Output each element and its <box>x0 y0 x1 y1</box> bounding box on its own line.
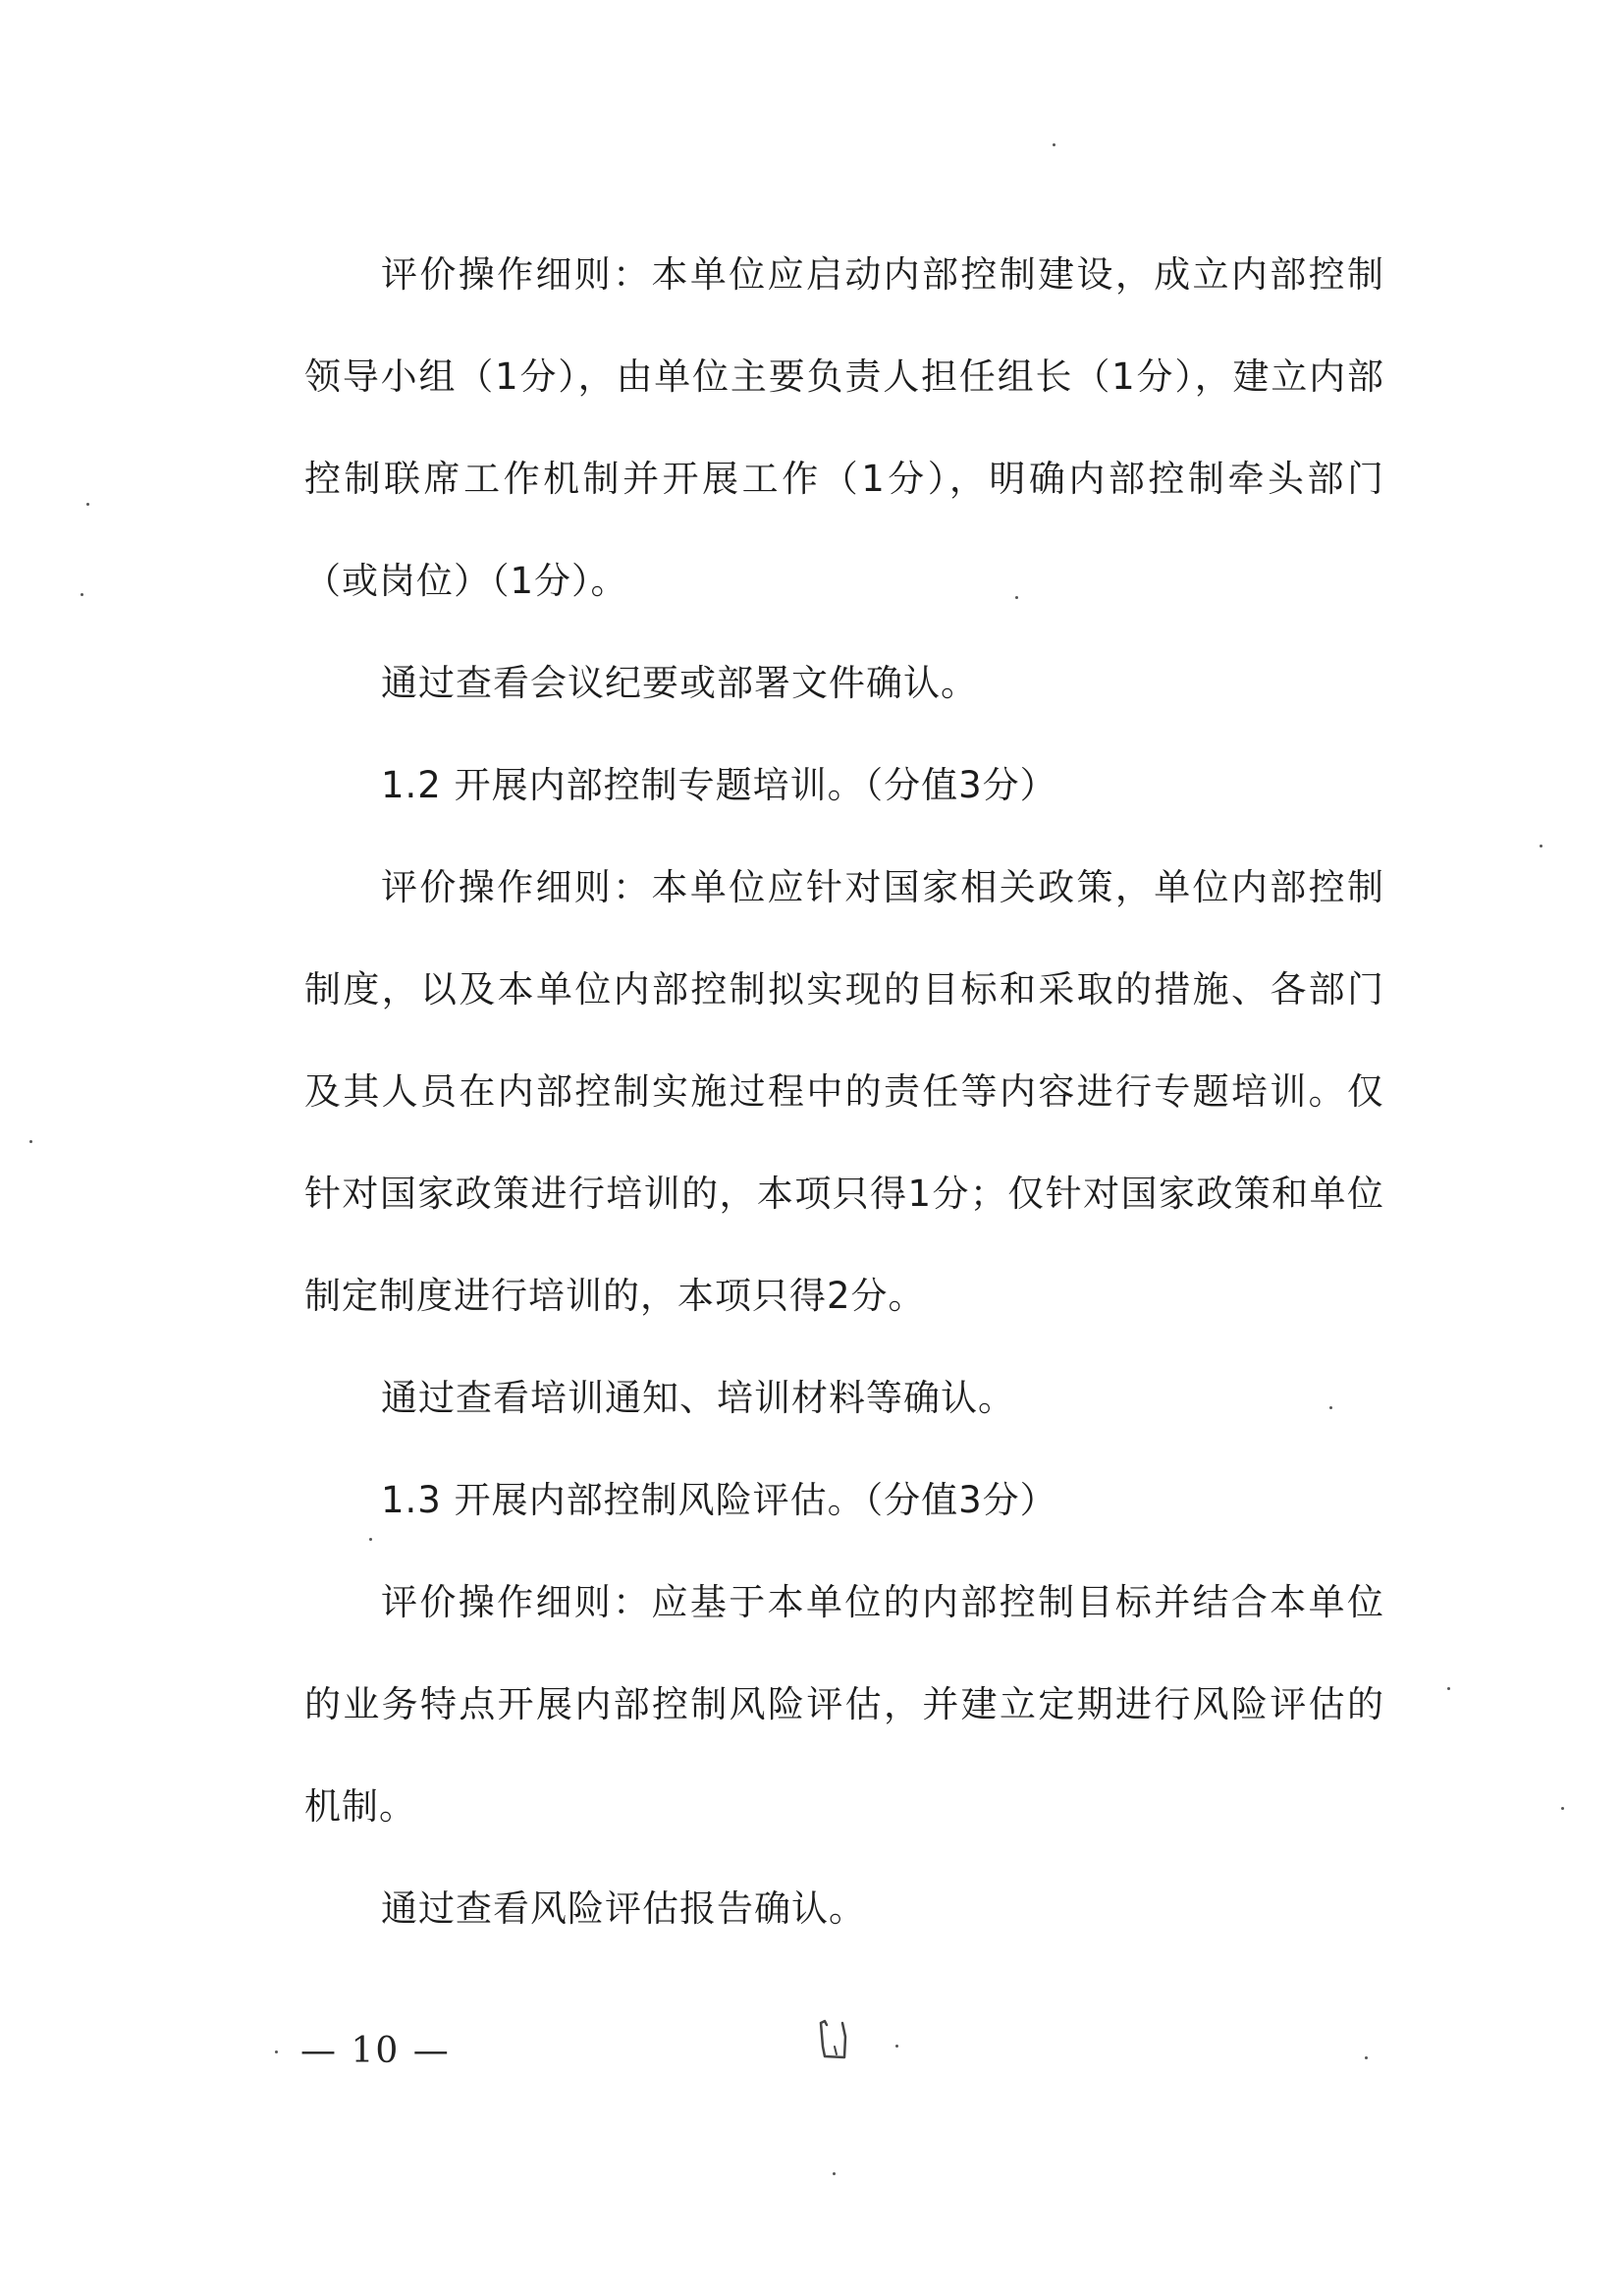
paragraph-verification-1-2: 通过查看培训通知、培训材料等确认。 <box>381 1377 1015 1419</box>
paragraph-evaluation-rules-1-1: 评价操作细则：本单位应启动内部控制建设，成立内部控制领导小组（1分），由单位主要负责人担任组长（1分），建立内部控制联席工作机制并开展工作（1分），明确内部控制牵头部门（或岗位）（1分）。 <box>304 253 1384 602</box>
scan-speck <box>895 2045 898 2048</box>
paragraph-evaluation-rules-1-2: 评价操作细则：本单位应针对国家相关政策，单位内部控制制度，以及本单位内部控制拟实现的目标和采取的措施、各部门及其人员在内部控制实施过程中的责任等内容进行专题培训。仅针对国家政策进行培训的，本项只得1分；仅针对国家政策和单位制定制度进行培训的，本项只得2分。 <box>304 866 1384 1317</box>
scan-speck <box>86 503 89 506</box>
paragraph-verification-1-1: 通过查看会议纪要或部署文件确认。 <box>381 662 978 704</box>
scan-speck <box>275 2050 278 2053</box>
scan-speck <box>1447 1687 1450 1690</box>
section-heading-1-2: 1.2 开展内部控制专题培训。（分值3分） <box>381 764 1057 806</box>
scan-speck <box>833 2172 836 2175</box>
page-number: — 10 — <box>300 2031 451 2071</box>
scan-speck <box>1365 2056 1368 2059</box>
section-heading-1-3: 1.3 开展内部控制风险评估。（分值3分） <box>381 1479 1057 1521</box>
scan-speck <box>1561 1807 1564 1810</box>
scan-speck <box>369 1538 372 1541</box>
scan-speck <box>1015 596 1018 599</box>
scan-speck <box>1540 845 1542 847</box>
scan-speck <box>81 593 83 596</box>
scan-stamp-mark <box>815 2017 854 2062</box>
scan-speck <box>29 1140 32 1143</box>
scan-speck <box>1053 143 1055 146</box>
scan-speck <box>1329 1406 1332 1409</box>
paragraph-evaluation-rules-1-3: 评价操作细则：应基于本单位的内部控制目标并结合本单位的业务特点开展内部控制风险评估，并建立定期进行风险评估的机制。 <box>304 1581 1384 1828</box>
paragraph-verification-1-3: 通过查看风险评估报告确认。 <box>381 1887 866 1930</box>
